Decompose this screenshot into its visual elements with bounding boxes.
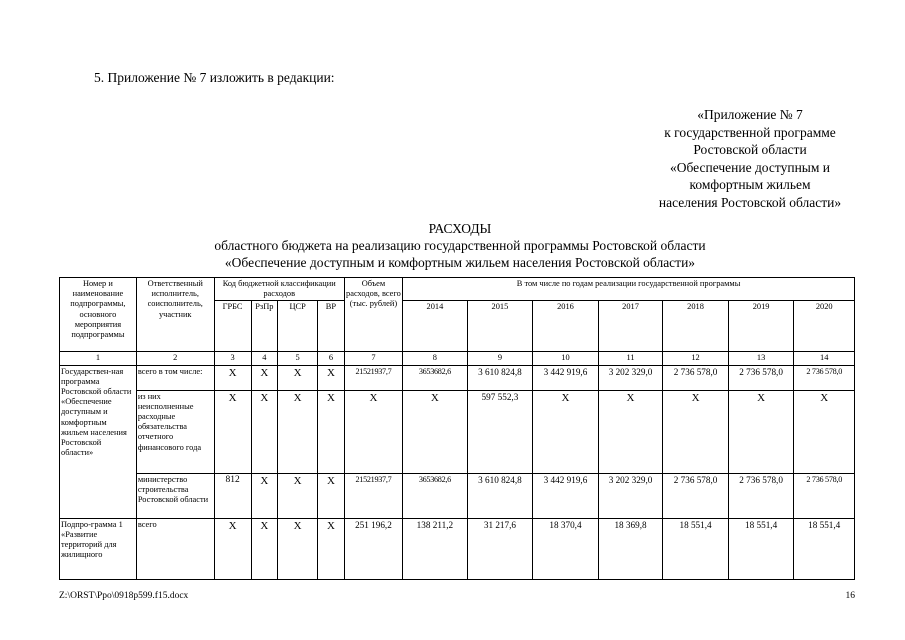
year-cell: 18 551,4: [728, 518, 794, 579]
year-cell: 3653682,6: [403, 473, 468, 518]
year-cell: X: [533, 390, 599, 473]
year-cell: 3653682,6: [403, 365, 468, 390]
header-year: 2015: [467, 301, 533, 352]
year-cell: 2 736 578,0: [663, 365, 729, 390]
column-number: 11: [598, 352, 663, 365]
table-row: [60, 518, 855, 579]
total-cell: 251 196,2: [344, 518, 402, 579]
grbs-cell: X: [214, 390, 251, 473]
vr-cell: X: [318, 365, 345, 390]
header-csr: ЦСР: [278, 301, 318, 352]
expenses-table: [59, 277, 855, 580]
year-cell: 18 369,8: [598, 518, 663, 579]
header-by-years: В том числе по годам реализации государственной программы: [403, 278, 855, 301]
grbs-cell: 812: [214, 473, 251, 518]
year-cell: X: [663, 390, 729, 473]
year-cell: 3 202 329,0: [598, 473, 663, 518]
header-year: 2018: [663, 301, 729, 352]
program-name-cell: Государствен-ная программа Ростовской области «Обеспечение доступным и комфортным жильем населения Ростовской области»: [60, 365, 137, 518]
year-cell: 3 442 919,6: [533, 473, 599, 518]
column-number: 14: [794, 352, 855, 365]
year-cell: 3 610 824,8: [467, 365, 533, 390]
header-volume: Объем расходов, всего (тыс. рублей): [344, 278, 402, 352]
subprogram-name-cell: Подпро-грамма 1 «Развитие территорий для жилищного: [60, 518, 137, 579]
year-cell: 2 736 578,0: [794, 473, 855, 518]
table-row: [60, 473, 855, 518]
column-number: 8: [403, 352, 468, 365]
executor-cell: из них неисполненные расходные обязательства отчетного финансового года: [136, 390, 214, 473]
executor-cell: всего в том числе:: [136, 365, 214, 390]
grbs-cell: X: [214, 518, 251, 579]
header-year: 2017: [598, 301, 663, 352]
executor-cell: всего: [136, 518, 214, 579]
year-cell: 138 211,2: [403, 518, 468, 579]
header-grbs: ГРБС: [214, 301, 251, 352]
header-budget-code: Код бюджетной классификации расходов: [214, 278, 344, 301]
year-cell: 31 217,6: [467, 518, 533, 579]
year-cell: 3 202 329,0: [598, 365, 663, 390]
document-title: [150, 220, 770, 271]
header-vr: ВР: [318, 301, 345, 352]
column-number: 3: [214, 352, 251, 365]
year-cell: X: [794, 390, 855, 473]
csr-cell: X: [278, 390, 318, 473]
total-cell: 21521937,7: [344, 365, 402, 390]
year-cell: 2 736 578,0: [728, 473, 794, 518]
year-cell: 18 551,4: [663, 518, 729, 579]
appendix-line: комфортным жильем: [689, 177, 811, 192]
column-number: 4: [251, 352, 278, 365]
column-number: 7: [344, 352, 402, 365]
header-year: 2020: [794, 301, 855, 352]
appendix-line: Ростовской области: [693, 142, 807, 157]
year-cell: 18 551,4: [794, 518, 855, 579]
year-cell: 597 552,3: [467, 390, 533, 473]
year-cell: 2 736 578,0: [794, 365, 855, 390]
year-cell: 3 442 919,6: [533, 365, 599, 390]
year-cell: 18 370,4: [533, 518, 599, 579]
appendix-line: «Обеспечение доступным и: [669, 159, 831, 175]
total-cell: X: [344, 390, 402, 473]
grbs-cell: X: [214, 365, 251, 390]
page-number: 16: [845, 591, 855, 601]
vr-cell: X: [318, 518, 345, 579]
rzpr-cell: X: [251, 365, 278, 390]
appendix-line: населения Ростовской области»: [658, 194, 842, 210]
csr-cell: X: [278, 518, 318, 579]
column-number: 12: [663, 352, 729, 365]
total-cell: 21521937,7: [344, 473, 402, 518]
rzpr-cell: X: [251, 390, 278, 473]
csr-cell: X: [278, 473, 318, 518]
year-cell: 3 610 824,8: [467, 473, 533, 518]
header-year: 2014: [403, 301, 468, 352]
year-cell: X: [598, 390, 663, 473]
header-year: 2019: [728, 301, 794, 352]
rzpr-cell: X: [251, 518, 278, 579]
column-number-row: [60, 352, 855, 365]
appendix-line: к государственной программе: [664, 124, 836, 140]
header-rzpr: РзПр: [251, 301, 278, 352]
vr-cell: X: [318, 473, 345, 518]
vr-cell: X: [318, 390, 345, 473]
column-number: 10: [533, 352, 599, 365]
column-number: 2: [136, 352, 214, 365]
rzpr-cell: X: [251, 473, 278, 518]
appendix-reference: [620, 106, 880, 211]
header-year: 2016: [533, 301, 599, 352]
header-name: Номер и наименование подпрограммы, основного мероприятия подпрограммы: [60, 278, 137, 352]
csr-cell: X: [278, 365, 318, 390]
table-row: [60, 365, 855, 390]
column-number: 5: [278, 352, 318, 365]
title-line: «Обеспечение доступным и комфортным жильем населения Ростовской области»: [224, 255, 696, 270]
executor-cell: министерство строительства Ростовской области: [136, 473, 214, 518]
column-number: 9: [467, 352, 533, 365]
year-cell: 2 736 578,0: [663, 473, 729, 518]
title-line: областного бюджета на реализацию государственной программы Ростовской области: [214, 238, 706, 253]
year-cell: X: [728, 390, 794, 473]
year-cell: 2 736 578,0: [728, 365, 794, 390]
column-number: 1: [60, 352, 137, 365]
column-number: 13: [728, 352, 794, 365]
title-line: РАСХОДЫ: [428, 221, 492, 236]
year-cell: X: [403, 390, 468, 473]
header-executor: Ответственный исполнитель, соисполнитель, участник: [136, 278, 214, 352]
intro-text: 5. Приложение № 7 изложить в редакции:: [94, 70, 335, 85]
appendix-line: «Приложение № 7: [697, 107, 803, 122]
table-row: [60, 390, 855, 473]
file-path: Z:\ORST\Ppo\0918p599.f15.docx: [59, 591, 189, 601]
column-number: 6: [318, 352, 345, 365]
